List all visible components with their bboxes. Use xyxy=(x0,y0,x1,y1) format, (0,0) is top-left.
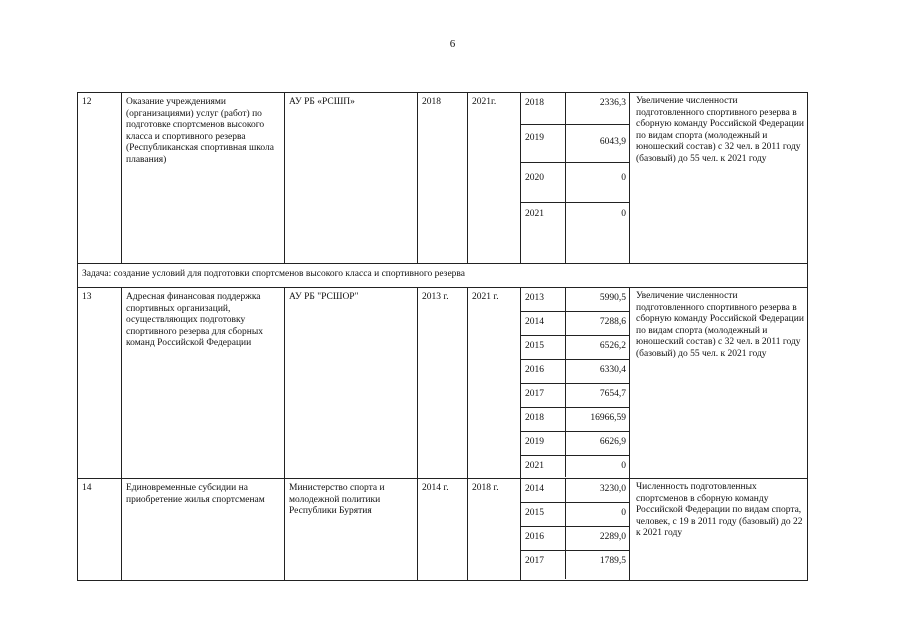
row-number: 14 xyxy=(78,479,122,580)
table-row xyxy=(77,92,808,264)
funding-year: 2018 xyxy=(525,413,544,423)
row-number: 13 xyxy=(78,288,122,478)
executor: Министерство спорта и молодежной политики Республики Бурятия xyxy=(285,479,418,580)
funding-year: 2015 xyxy=(525,341,544,351)
end-year: 2021г. xyxy=(468,93,521,263)
funding-year-row xyxy=(521,456,629,477)
funding-year-row xyxy=(521,360,629,384)
start-year: 2014 г. xyxy=(418,479,468,580)
start-year: 2018 xyxy=(418,93,468,263)
funding-amount: 16966,59 xyxy=(565,408,626,431)
funding-amount: 6043,9 xyxy=(565,125,626,162)
funding-year-row xyxy=(521,288,629,312)
funding-year: 2019 xyxy=(525,437,544,447)
funding-year-row xyxy=(521,93,629,125)
expected-result: Увеличение численности подготовленного спортивного резерва в сборную команду Российской Федерации по видам спорта (молодежный и юношеский состав) с 32 чел. в 2011 году (базовый) до 55 чел. к 2021 году xyxy=(636,291,804,359)
funding-year-row xyxy=(521,551,629,579)
funding-year: 2014 xyxy=(525,317,544,327)
funding-year: 2021 xyxy=(525,461,544,471)
start-year: 2013 г. xyxy=(418,288,468,478)
funding-amount: 5990,5 xyxy=(565,288,626,311)
funding-year: 2018 xyxy=(525,98,544,108)
funding-year-row xyxy=(521,163,629,203)
funding-year-row xyxy=(521,336,629,360)
program-table xyxy=(77,92,808,581)
funding-year: 2017 xyxy=(525,389,544,399)
funding-year: 2014 xyxy=(525,484,544,494)
funding-by-year xyxy=(521,288,630,478)
task-row xyxy=(77,264,808,288)
funding-amount: 7288,6 xyxy=(565,312,626,335)
funding-amount: 1789,5 xyxy=(565,551,626,579)
funding-amount: 6330,4 xyxy=(565,360,626,383)
page-number: 6 xyxy=(449,38,456,50)
funding-year-row xyxy=(521,203,629,263)
activity-name: Адресная финансовая поддержка спортивных организаций, осуществляющих подготовку спортивного резерва для сборных команд Российской Федерации xyxy=(122,288,285,478)
funding-year-row xyxy=(521,503,629,527)
funding-amount: 6526,2 xyxy=(565,336,626,359)
task-text: Задача: создание условий для подготовки спортсменов высокого класса и спортивного резерва xyxy=(82,269,465,279)
expected-result: Увеличение численности подготовленного спортивного резерва в сборную команду Российской Федерации по видам спорта (молодежный и юношеский состав) с 32 чел. в 2011 году (базовый) до 55 чел. к 2021 году xyxy=(636,96,804,164)
funding-year: 2021 xyxy=(525,209,544,219)
funding-year-row xyxy=(521,384,629,408)
funding-amount: 7654,7 xyxy=(565,384,626,407)
end-year: 2018 г. xyxy=(468,479,521,580)
funding-amount: 0 xyxy=(565,456,626,477)
funding-year: 2016 xyxy=(525,365,544,375)
funding-amount: 0 xyxy=(565,203,626,263)
funding-by-year xyxy=(521,479,630,580)
funding-year-row xyxy=(521,479,629,503)
funding-amount: 0 xyxy=(565,503,626,526)
funding-by-year xyxy=(521,93,630,263)
funding-year: 2020 xyxy=(525,173,544,183)
funding-year: 2019 xyxy=(525,133,544,143)
funding-year-row xyxy=(521,527,629,551)
funding-amount: 3230,0 xyxy=(565,479,626,502)
funding-amount: 0 xyxy=(565,163,626,202)
funding-year: 2017 xyxy=(525,556,544,566)
funding-year-row xyxy=(521,125,629,163)
executor: АУ РБ "РСШОР" xyxy=(285,288,418,478)
activity-name: Оказание учреждениями (организациями) услуг (работ) по подготовке спортсменов высокого класса и спортивного резерва (Республиканская спортивная школа плавания) xyxy=(122,93,285,263)
funding-year: 2015 xyxy=(525,508,544,518)
funding-year-row xyxy=(521,432,629,456)
funding-year-row xyxy=(521,312,629,336)
activity-name: Единовременные субсидии на приобретение жилья спортсменам xyxy=(122,479,285,580)
funding-year: 2016 xyxy=(525,532,544,542)
funding-year: 2013 xyxy=(525,293,544,303)
end-year: 2021 г. xyxy=(468,288,521,478)
executor: АУ РБ «РСШП» xyxy=(285,93,418,263)
funding-year-row xyxy=(521,408,629,432)
table-row xyxy=(77,288,808,479)
table-row xyxy=(77,479,808,581)
funding-amount: 6626,9 xyxy=(565,432,626,455)
funding-amount: 2289,0 xyxy=(565,527,626,550)
expected-result: Численность подготовленных спортсменов в сборную команду Российской Федерации по видам спорта, человек, с 19 в 2011 году (базовый) до 22 к 2021 году xyxy=(636,482,803,538)
funding-amount: 2336,3 xyxy=(565,93,626,124)
row-number: 12 xyxy=(78,93,122,263)
